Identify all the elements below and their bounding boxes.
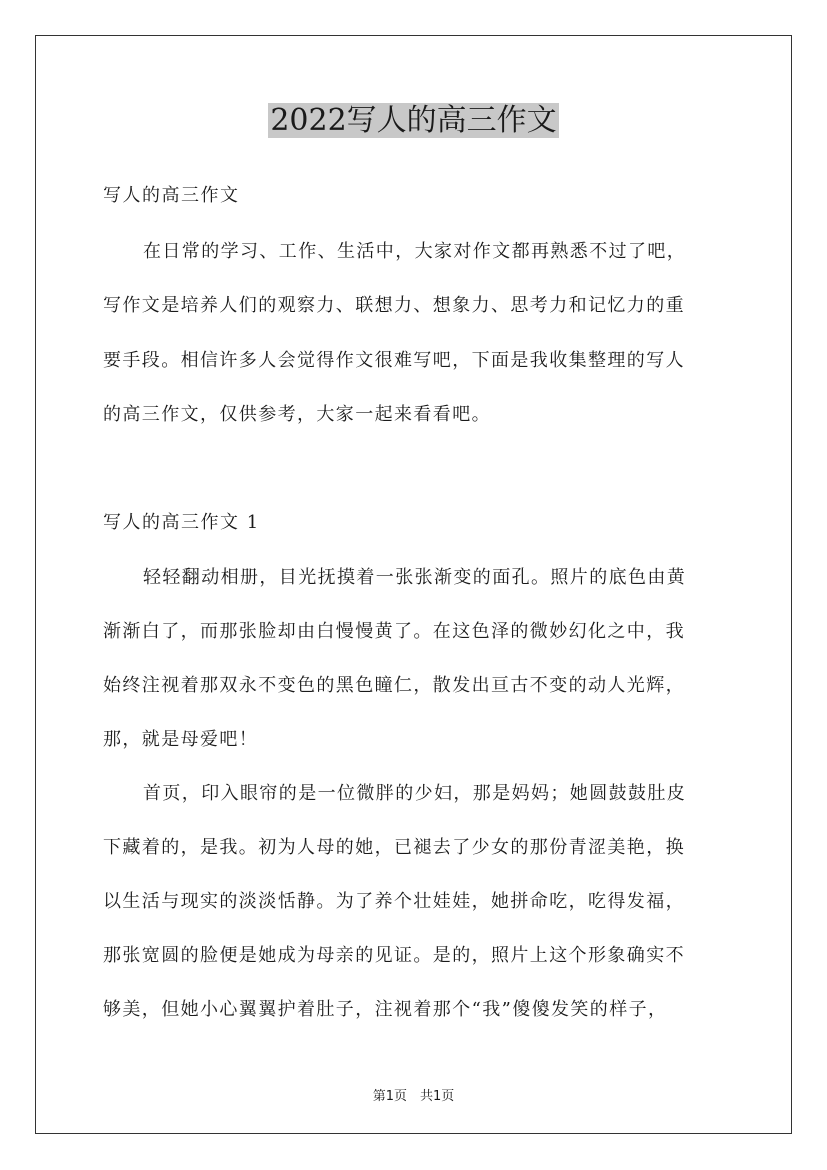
essay1-p1-line-3: 始终注视着那双永不变色的黑色瞳仁，散发出亘古不变的动人光辉， xyxy=(103,675,685,696)
intro-line-3: 要手段。相信许多人会觉得作文很难写吧，下面是我收集整理的写人 xyxy=(103,350,685,371)
intro-line-4: 的高三作文，仅供参考，大家一起来看看吧。 xyxy=(103,404,491,425)
essay1-p1-line-1: 轻轻翻动相册，目光抚摸着一张张渐变的面孔。照片的底色由黄 xyxy=(143,567,687,588)
intro-line-2: 写作文是培养人们的观察力、联想力、想象力、思考力和记忆力的重 xyxy=(103,295,685,316)
essay1-p2-line-5: 够美，但她小心翼翼护着肚子，注视着那个“我”傻傻发笑的样子， xyxy=(103,999,668,1020)
intro-heading: 写人的高三作文 xyxy=(103,185,240,206)
essay1-p2-line-3: 以生活与现实的淡淡恬静。为了养个壮娃娃，她拼命吃，吃得发福， xyxy=(103,891,685,912)
document-title xyxy=(0,100,827,142)
document-title-text: 2022写人的高三作文 xyxy=(270,103,557,138)
intro-line-1: 在日常的学习、工作、生活中，大家对作文都再熟悉不过了吧， xyxy=(143,241,687,262)
essay1-heading: 写人的高三作文 1 xyxy=(103,512,260,533)
essay1-p2-line-2: 下藏着的，是我。初为人母的她，已褪去了少女的那份青涩美艳，换 xyxy=(103,837,685,858)
page-number-footer: 第1页 共1页 xyxy=(372,1089,455,1104)
essay1-p1-line-4: 那，就是母爱吧！ xyxy=(103,729,259,750)
essay1-p2-line-1: 首页，印入眼帘的是一位微胖的少妇，那是妈妈；她圆鼓鼓肚皮 xyxy=(143,783,687,804)
essay1-p1-line-2: 渐渐白了，而那张脸却由白慢慢黄了。在这色泽的微妙幻化之中，我 xyxy=(103,621,685,642)
essay1-p2-line-4: 那张宽圆的脸便是她成为母亲的见证。是的，照片上这个形象确实不 xyxy=(103,945,685,966)
